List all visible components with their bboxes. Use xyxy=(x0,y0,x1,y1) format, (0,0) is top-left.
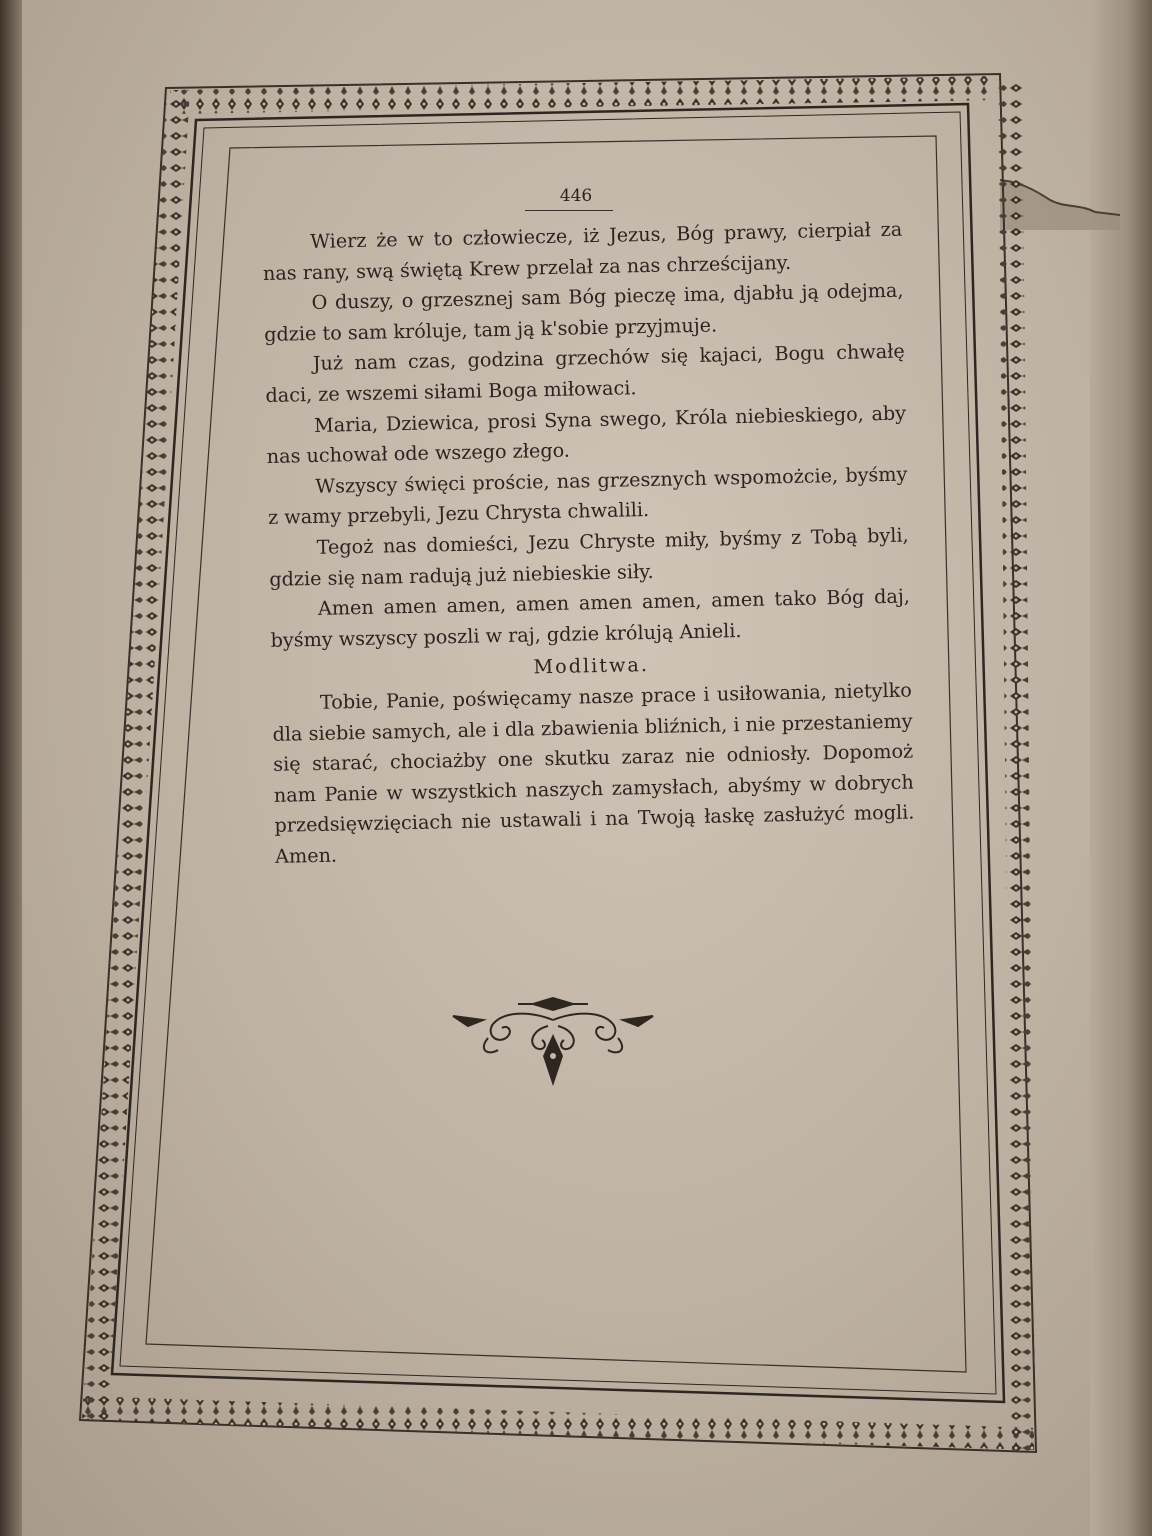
paragraph-6: Tegoż nas domieści, Jezu Chryste miły, byśmy z Tobą byli, gdzie się nam radują już niebieskie siły. xyxy=(269,523,909,591)
prayer-heading: Modlitwa. xyxy=(533,653,650,679)
paragraph-1: Wierz że w to człowiecze, iż Jezus, Bóg prawy, cierpiał za nas rany, swą świętą Krew przelał za nas chrześcijany. xyxy=(262,217,903,285)
page-number-rule xyxy=(525,210,613,211)
paragraph-5: Wszyscy święci proście, nas grzesznych wspomożcie, byśmy z wamy przebyli, Jezu Chrysta chwalili. xyxy=(267,462,908,530)
paragraph-3: Już nam czas, godzina grzechów się kajaci, Bogu chwałę daci, ze wszemi siłami Boga miłowaci. xyxy=(265,339,905,407)
paragraph-4: Maria, Dziewica, prosi Syna swego, Króla niebieskiego, aby nas uchował ode wszego złego. xyxy=(266,401,907,469)
paragraph-2: O duszy, o grzesznej sam Bóg pieczę ima, djabłu ją odejma, gdzie to sam króluje, tam ją k'sobie przyjmuje. xyxy=(263,278,904,346)
text-block xyxy=(262,215,915,873)
page-number: 446 xyxy=(559,186,593,206)
ornament-tailpiece-icon xyxy=(448,990,658,1090)
paragraph-7: Amen amen amen, amen amen amen, amen tako Bóg daj, byśmy wszyscy poszli w raj, gdzie królują Anieli. xyxy=(270,584,911,652)
prayer-text: Tobie, Panie, poświęcamy nasze prace i usiłowania, nietylko dla siebie samych, ale i dla zbawienia bliźnich, i nie przestaniemy się starać, chociażby one skutku zaraz nie odniosły. Dopomoż nam Panie w wszystkich naszych zamysłach, abyśmy w dobrych przedsięwzięciach nie ustawali i na Twoją łaskę zasłużyć mogli. Amen. xyxy=(272,678,915,868)
